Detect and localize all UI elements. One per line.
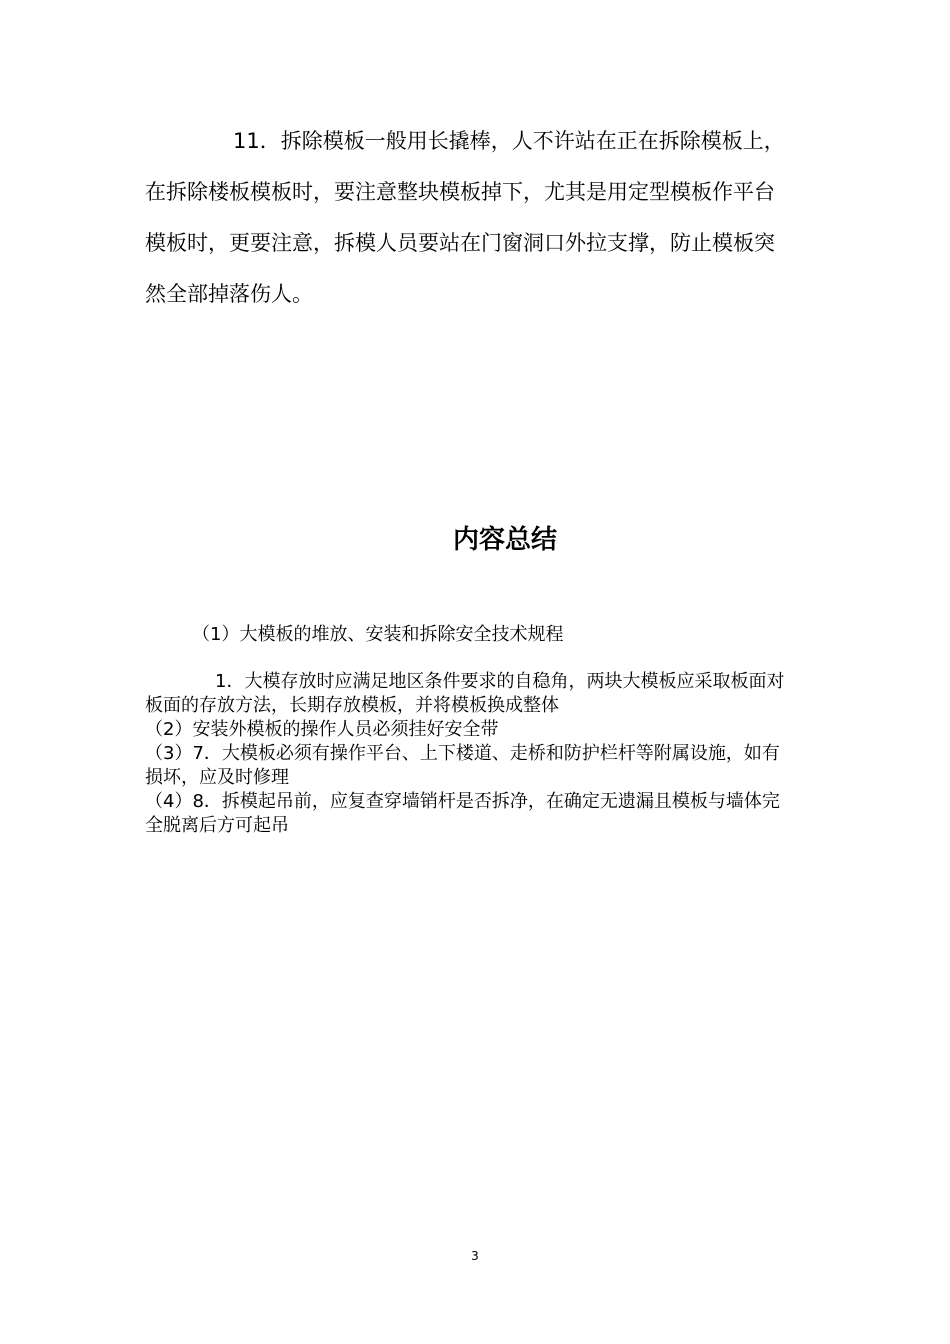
summary-item: （3）7．大模板必须有操作平台、上下楼道、走桥和防护栏杆等附属设施，如有损坏，应及时修理 — [145, 743, 780, 788]
summary-item: 1．大模存放时应满足地区条件要求的自稳角，两块大模板应采取板面对板面的存放方法，长期存放模板，并将模板换成整体 — [145, 671, 785, 716]
summary-item: （4）8．拆模起吊前，应复查穿墙销杆是否拆净，在确定无遗漏且模板与墙体完全脱离后方可起吊 — [145, 791, 780, 836]
summary-list — [145, 670, 795, 838]
body-paragraph: 11．拆除模板一般用长撬棒，人不许站在正在拆除模板上，在拆除楼板模板时，要注意整块模板掉下，尤其是用定型模板作平台模板时，更要注意，拆模人员要站在门窗洞口外拉支撑，防止模板突然全部掉落伤人。 — [145, 129, 785, 306]
page-number: 3 — [471, 1249, 479, 1263]
summary-heading: （1）大模板的堆放、安装和拆除安全技术规程 — [192, 624, 564, 645]
summary-item: （2）安装外模板的操作人员必须挂好安全带 — [145, 719, 499, 740]
summary-title: 内容总结 — [452, 525, 557, 555]
